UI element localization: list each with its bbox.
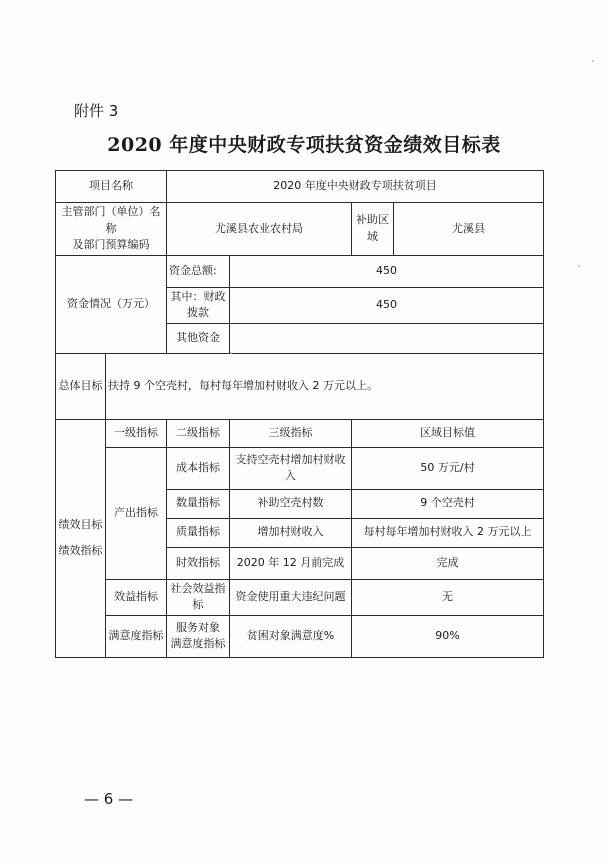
funds-other-value [230,323,544,353]
performance-label [56,419,106,657]
scan-speck [592,60,594,62]
performance-goal-table [55,170,544,658]
page-number: — 6 — [84,790,134,808]
service-satisfaction-label [167,615,230,657]
quality-indicator-text: 增加村财收入 [230,518,352,547]
overall-goal-label: 总体目标 [56,353,106,419]
indicator-header-row [56,419,544,447]
service-satisfaction-label-line2: 满意度指标 [170,637,226,650]
project-name-value: 2020 年度中央财政专项扶贫项目 [167,171,544,203]
department-label-line2: 及部门预算编码 [72,238,150,251]
service-satisfaction-target: 90% [352,615,544,657]
project-name-label: 项目名称 [56,171,167,203]
overall-goal-row [56,353,544,419]
performance-goal-label: 绩效目标 [58,517,103,531]
cost-indicator-text: 支持空壳村增加村财收入 [230,447,352,489]
benefit-indicator-row [56,579,544,615]
timeliness-indicator-target: 完成 [352,547,544,579]
department-row [56,203,544,256]
quantity-indicator-text: 补助空壳村数 [230,489,352,518]
quantity-indicator-target: 9 个空壳村 [352,489,544,518]
performance-indicator-label: 绩效指标 [58,544,103,557]
satisfaction-indicator-row [56,615,544,657]
quality-indicator-label: 质量指标 [167,518,230,547]
region-value: 尤溪县 [394,203,544,256]
funds-label: 资金情况（万元） [56,255,167,353]
funds-fiscal-label: 其中：财政拨款 [167,287,230,323]
social-benefit-target: 无 [352,579,544,615]
cost-indicator-target: 50 万元/村 [352,447,544,489]
region-label: 补助区域 [352,203,394,256]
cost-indicator-label: 成本指标 [167,447,230,489]
funds-total-label: 资金总额: [167,255,230,287]
social-benefit-text: 资金使用重大违纪问题 [230,579,352,615]
column-level3: 三级指标 [230,419,352,447]
department-label [56,203,167,256]
overall-goal-value: 扶持 9 个空壳村，每村每年增加村财收入 2 万元以上。 [106,353,544,419]
project-name-row [56,171,544,203]
quality-indicator-target: 每村每年增加村财收入 2 万元以上 [352,518,544,547]
timeliness-indicator-label: 时效指标 [167,547,230,579]
column-level2: 二级指标 [167,419,230,447]
scan-speck [230,352,232,354]
timeliness-indicator-text: 2020 年 12 月前完成 [230,547,352,579]
attachment-label: 附件 3 [74,102,119,120]
service-satisfaction-text: 贫困对象满意度% [230,615,352,657]
funds-total-row [56,255,544,287]
funds-fiscal-value: 450 [230,287,544,323]
service-satisfaction-label-line1: 服务对象 [176,620,220,634]
quantity-indicator-label: 数量指标 [167,489,230,518]
scan-speck [578,265,580,267]
department-label-line1: 主管部门（单位）名称 [61,205,161,235]
column-target: 区域目标值 [352,419,544,447]
department-value: 尤溪县农业农村局 [167,203,352,256]
social-benefit-label: 社会效益指标 [167,579,230,615]
document-title: 2020 年度中央财政专项扶贫资金绩效目标表 [107,134,501,156]
cost-indicator-row [56,447,544,489]
funds-other-label: 其他资金 [167,323,230,353]
column-level1: 一级指标 [106,419,167,447]
funds-total-value: 450 [230,255,544,287]
satisfaction-indicator-label: 满意度指标 [106,615,167,657]
output-indicator-label: 产出指标 [106,447,167,579]
benefit-indicator-label: 效益指标 [106,579,167,615]
